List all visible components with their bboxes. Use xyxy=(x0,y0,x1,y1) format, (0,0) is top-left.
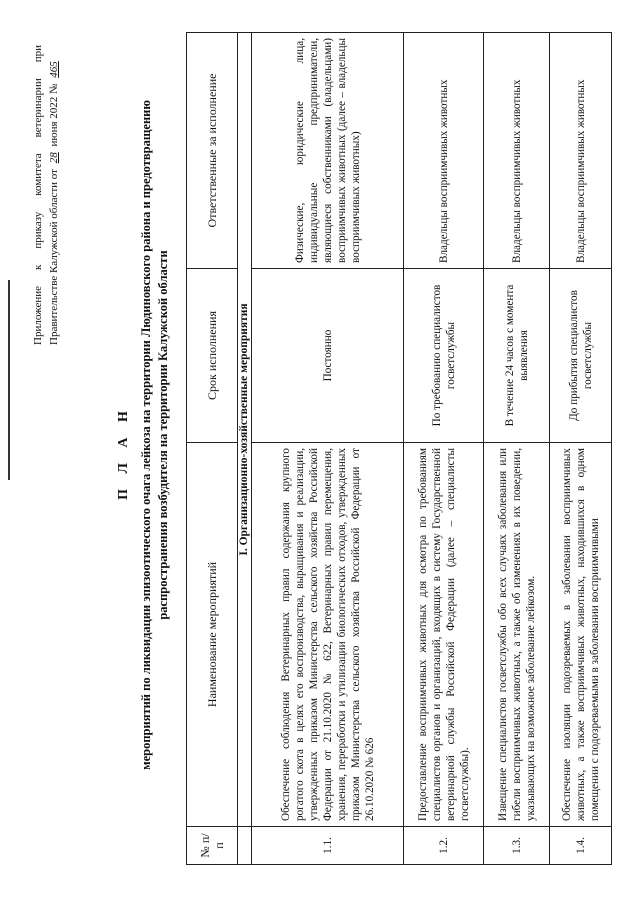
table-row xyxy=(252,33,404,865)
section-row xyxy=(238,33,252,865)
table-header-row xyxy=(187,33,238,865)
appendix-number: 465 xyxy=(48,61,60,78)
table-row xyxy=(550,33,612,865)
header-num: № п/п xyxy=(187,827,238,865)
table-row xyxy=(484,33,550,865)
row-num: 1.3. xyxy=(484,827,550,865)
row-term: По требованию специалистов госветслужбы xyxy=(404,269,484,443)
subtitle-line2: распространения возбудителя на территории Калужской области xyxy=(156,250,170,620)
plan-table xyxy=(186,32,612,865)
table-row xyxy=(404,33,484,865)
row-term: В течение 24 часов с момента выявления xyxy=(484,269,550,443)
row-responsible: Физические, юридические лица, индивидуальные предприниматели, являющиеся собственниками (владельцами) восприимчивых животных (далее – владельцы восприимчивых животных) xyxy=(252,33,404,269)
appendix-date-prefix: Калужской области от xyxy=(48,169,60,273)
appendix-day: 28 xyxy=(48,152,60,164)
document-title: П Л А Н xyxy=(116,405,131,500)
row-responsible: Владельцы восприимчивых животных xyxy=(404,33,484,269)
document-subtitle xyxy=(138,85,172,785)
header-term: Срок исполнения xyxy=(187,269,238,443)
section-title: I. Организационно-хозяйственные мероприятия xyxy=(238,33,252,827)
row-name: Предоставление восприимчивых животных для осмотра по требованиям специалистов органов и организаций, входящих в систему Государственной ветеринарной службы Российской Федерации (далее – специалисты госветслужбы). xyxy=(404,443,484,827)
appendix-header xyxy=(30,45,62,345)
row-num: 1.4. xyxy=(550,827,612,865)
appendix-line1: Приложение к приказу комитета ветеринарии при Правительстве xyxy=(32,45,60,345)
scan-edge-mark xyxy=(8,280,10,480)
header-responsible: Ответственные за исполнение xyxy=(187,33,238,269)
row-num: 1.2. xyxy=(404,827,484,865)
subtitle-line1: мероприятий по ликвидации эпизоотического очага лейкоза на территории Людиновского района и предотвращению xyxy=(139,100,153,770)
row-term: До прибытия специалистов госветслужбы xyxy=(550,269,612,443)
row-term: Постоянно xyxy=(252,269,404,443)
header-name: Наименование мероприятий xyxy=(187,443,238,827)
appendix-month-year: июня 2022 № xyxy=(48,83,60,147)
row-num: 1.1. xyxy=(252,827,404,865)
row-name: Извещение специалистов госветслужбы обо всех случаях заболевания или гибели восприимчивых животных, а также об изменениях в их поведении, указывающих на возможное заболевание лейкозом. xyxy=(484,443,550,827)
row-responsible: Владельцы восприимчивых животных xyxy=(550,33,612,269)
row-responsible: Владельцы восприимчивых животных xyxy=(484,33,550,269)
row-name: Обеспечение изоляции подозреваемых в заболевании восприимчивых животных, а также восприимчивых животных, находившихся в одном помещении с подозреваемыми в заболевании восприимчивыми xyxy=(550,443,612,827)
row-name: Обеспечение соблюдения Ветеринарных правил содержания крупного рогатого скота в целях его воспроизводства, выращивания и реализации, утвержденных приказом Министерства сельского хозяйства Российской Федерации от 21.10.2020 № 622, Ветеринарных правил перемещения, хранения, переработки и утилизации биологических отходов, утвержденных приказом Министерства сельского хозяйства Российской Федерации от 26.10.2020 № 626 xyxy=(252,443,404,827)
